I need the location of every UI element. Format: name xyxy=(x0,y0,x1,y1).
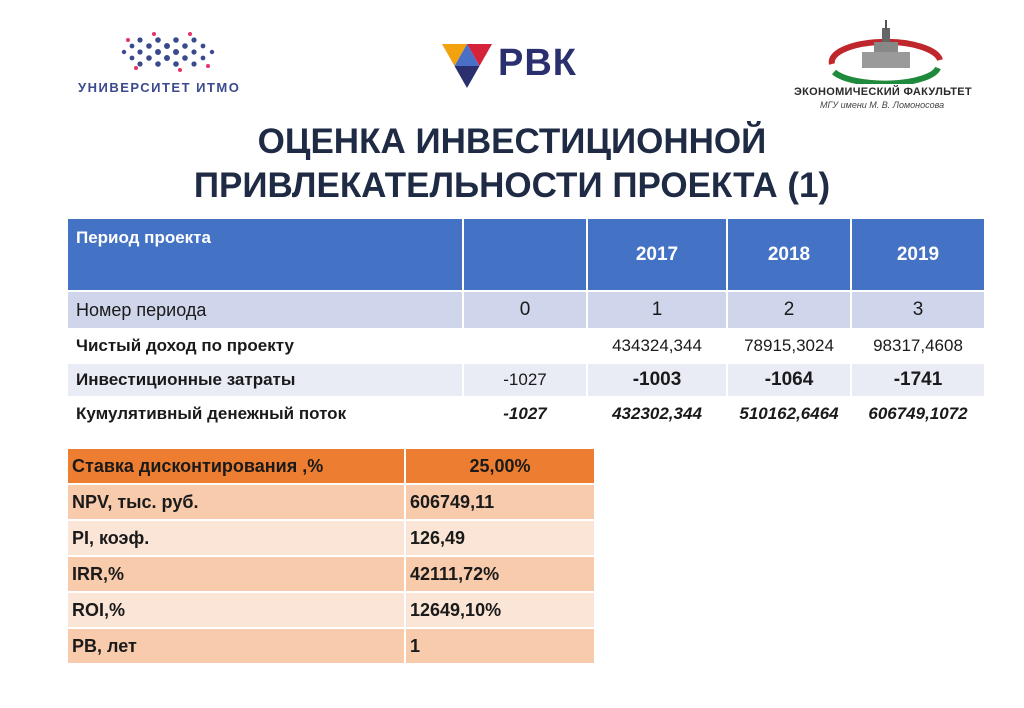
cumulative-cell: -1027 xyxy=(464,398,586,430)
cumulative-cell: 510162,6464 xyxy=(728,398,850,430)
table-header-row xyxy=(68,219,984,290)
table-row xyxy=(68,557,594,591)
table-row xyxy=(68,330,984,362)
table-row xyxy=(68,364,984,396)
pi-label: PI, коэф. xyxy=(68,521,404,555)
msu-name: МГУ имени М. В. Ломоносова xyxy=(820,100,945,110)
invest-cell: -1027 xyxy=(464,364,586,396)
invest-cell: -1064 xyxy=(728,364,850,396)
rvk-triangle-icon xyxy=(440,38,494,94)
metrics-table xyxy=(66,447,596,665)
cumulative-cell: 432302,344 xyxy=(588,398,726,430)
income-cell: 434324,344 xyxy=(588,330,726,362)
pi-value: 126,49 xyxy=(406,521,594,555)
page-title xyxy=(0,120,1024,208)
discount-rate-row xyxy=(68,449,594,483)
itmo-dots-icon xyxy=(114,30,264,72)
year-2019-header: 2019 xyxy=(852,219,984,290)
npv-label: NPV, тыс. руб. xyxy=(68,485,404,519)
title-line-2: ПРИВЛЕКАТЕЛЬНОСТИ ПРОЕКТА (1) xyxy=(193,166,831,205)
income-cell xyxy=(464,330,586,362)
npv-value: 606749,11 xyxy=(406,485,594,519)
itmo-logo xyxy=(70,30,270,100)
year-2018-header: 2018 xyxy=(728,219,850,290)
econ-faculty-logo xyxy=(790,20,980,115)
table-row xyxy=(68,292,984,328)
roi-value: 12649,10% xyxy=(406,593,594,627)
period-number-label: Номер периода xyxy=(68,292,462,328)
period-cell: 3 xyxy=(852,292,984,328)
irr-value: 42111,72% xyxy=(406,557,594,591)
rvk-name: РВК xyxy=(498,42,577,84)
msu-building-icon xyxy=(826,20,946,84)
net-income-label: Чистый доход по проекту xyxy=(68,330,462,362)
period-header: Период проекта xyxy=(68,219,462,290)
cumulative-flow-label: Кумулятивный денежный поток xyxy=(68,398,462,430)
itmo-name: УНИВЕРСИТЕТ ИТМО xyxy=(78,80,241,95)
year-2017-header: 2017 xyxy=(588,219,726,290)
invest-cell: -1003 xyxy=(588,364,726,396)
econ-faculty-name: ЭКОНОМИЧЕСКИЙ ФАКУЛЬТЕТ xyxy=(794,86,972,98)
investment-costs-label: Инвестиционные затраты xyxy=(68,364,462,396)
table-row xyxy=(68,398,984,430)
table-row xyxy=(68,593,594,627)
table-row xyxy=(68,629,594,663)
period-cell: 0 xyxy=(464,292,586,328)
period-cell: 1 xyxy=(588,292,726,328)
table-row xyxy=(68,485,594,519)
discount-rate-label: Ставка дисконтирования ,% xyxy=(68,449,404,483)
pb-label: PB, лет xyxy=(68,629,404,663)
empty-header-cell xyxy=(464,219,586,290)
income-cell: 98317,4608 xyxy=(852,330,984,362)
table-row xyxy=(68,521,594,555)
pb-value: 1 xyxy=(406,629,594,663)
invest-cell: -1741 xyxy=(852,364,984,396)
roi-label: ROI,% xyxy=(68,593,404,627)
title-line-1: ОЦЕНКА ИНВЕСТИЦИОННОЙ xyxy=(257,122,767,161)
project-table xyxy=(66,217,986,432)
cumulative-cell: 606749,1072 xyxy=(852,398,984,430)
irr-label: IRR,% xyxy=(68,557,404,591)
discount-rate-value: 25,00% xyxy=(406,449,594,483)
income-cell: 78915,3024 xyxy=(728,330,850,362)
period-cell: 2 xyxy=(728,292,850,328)
